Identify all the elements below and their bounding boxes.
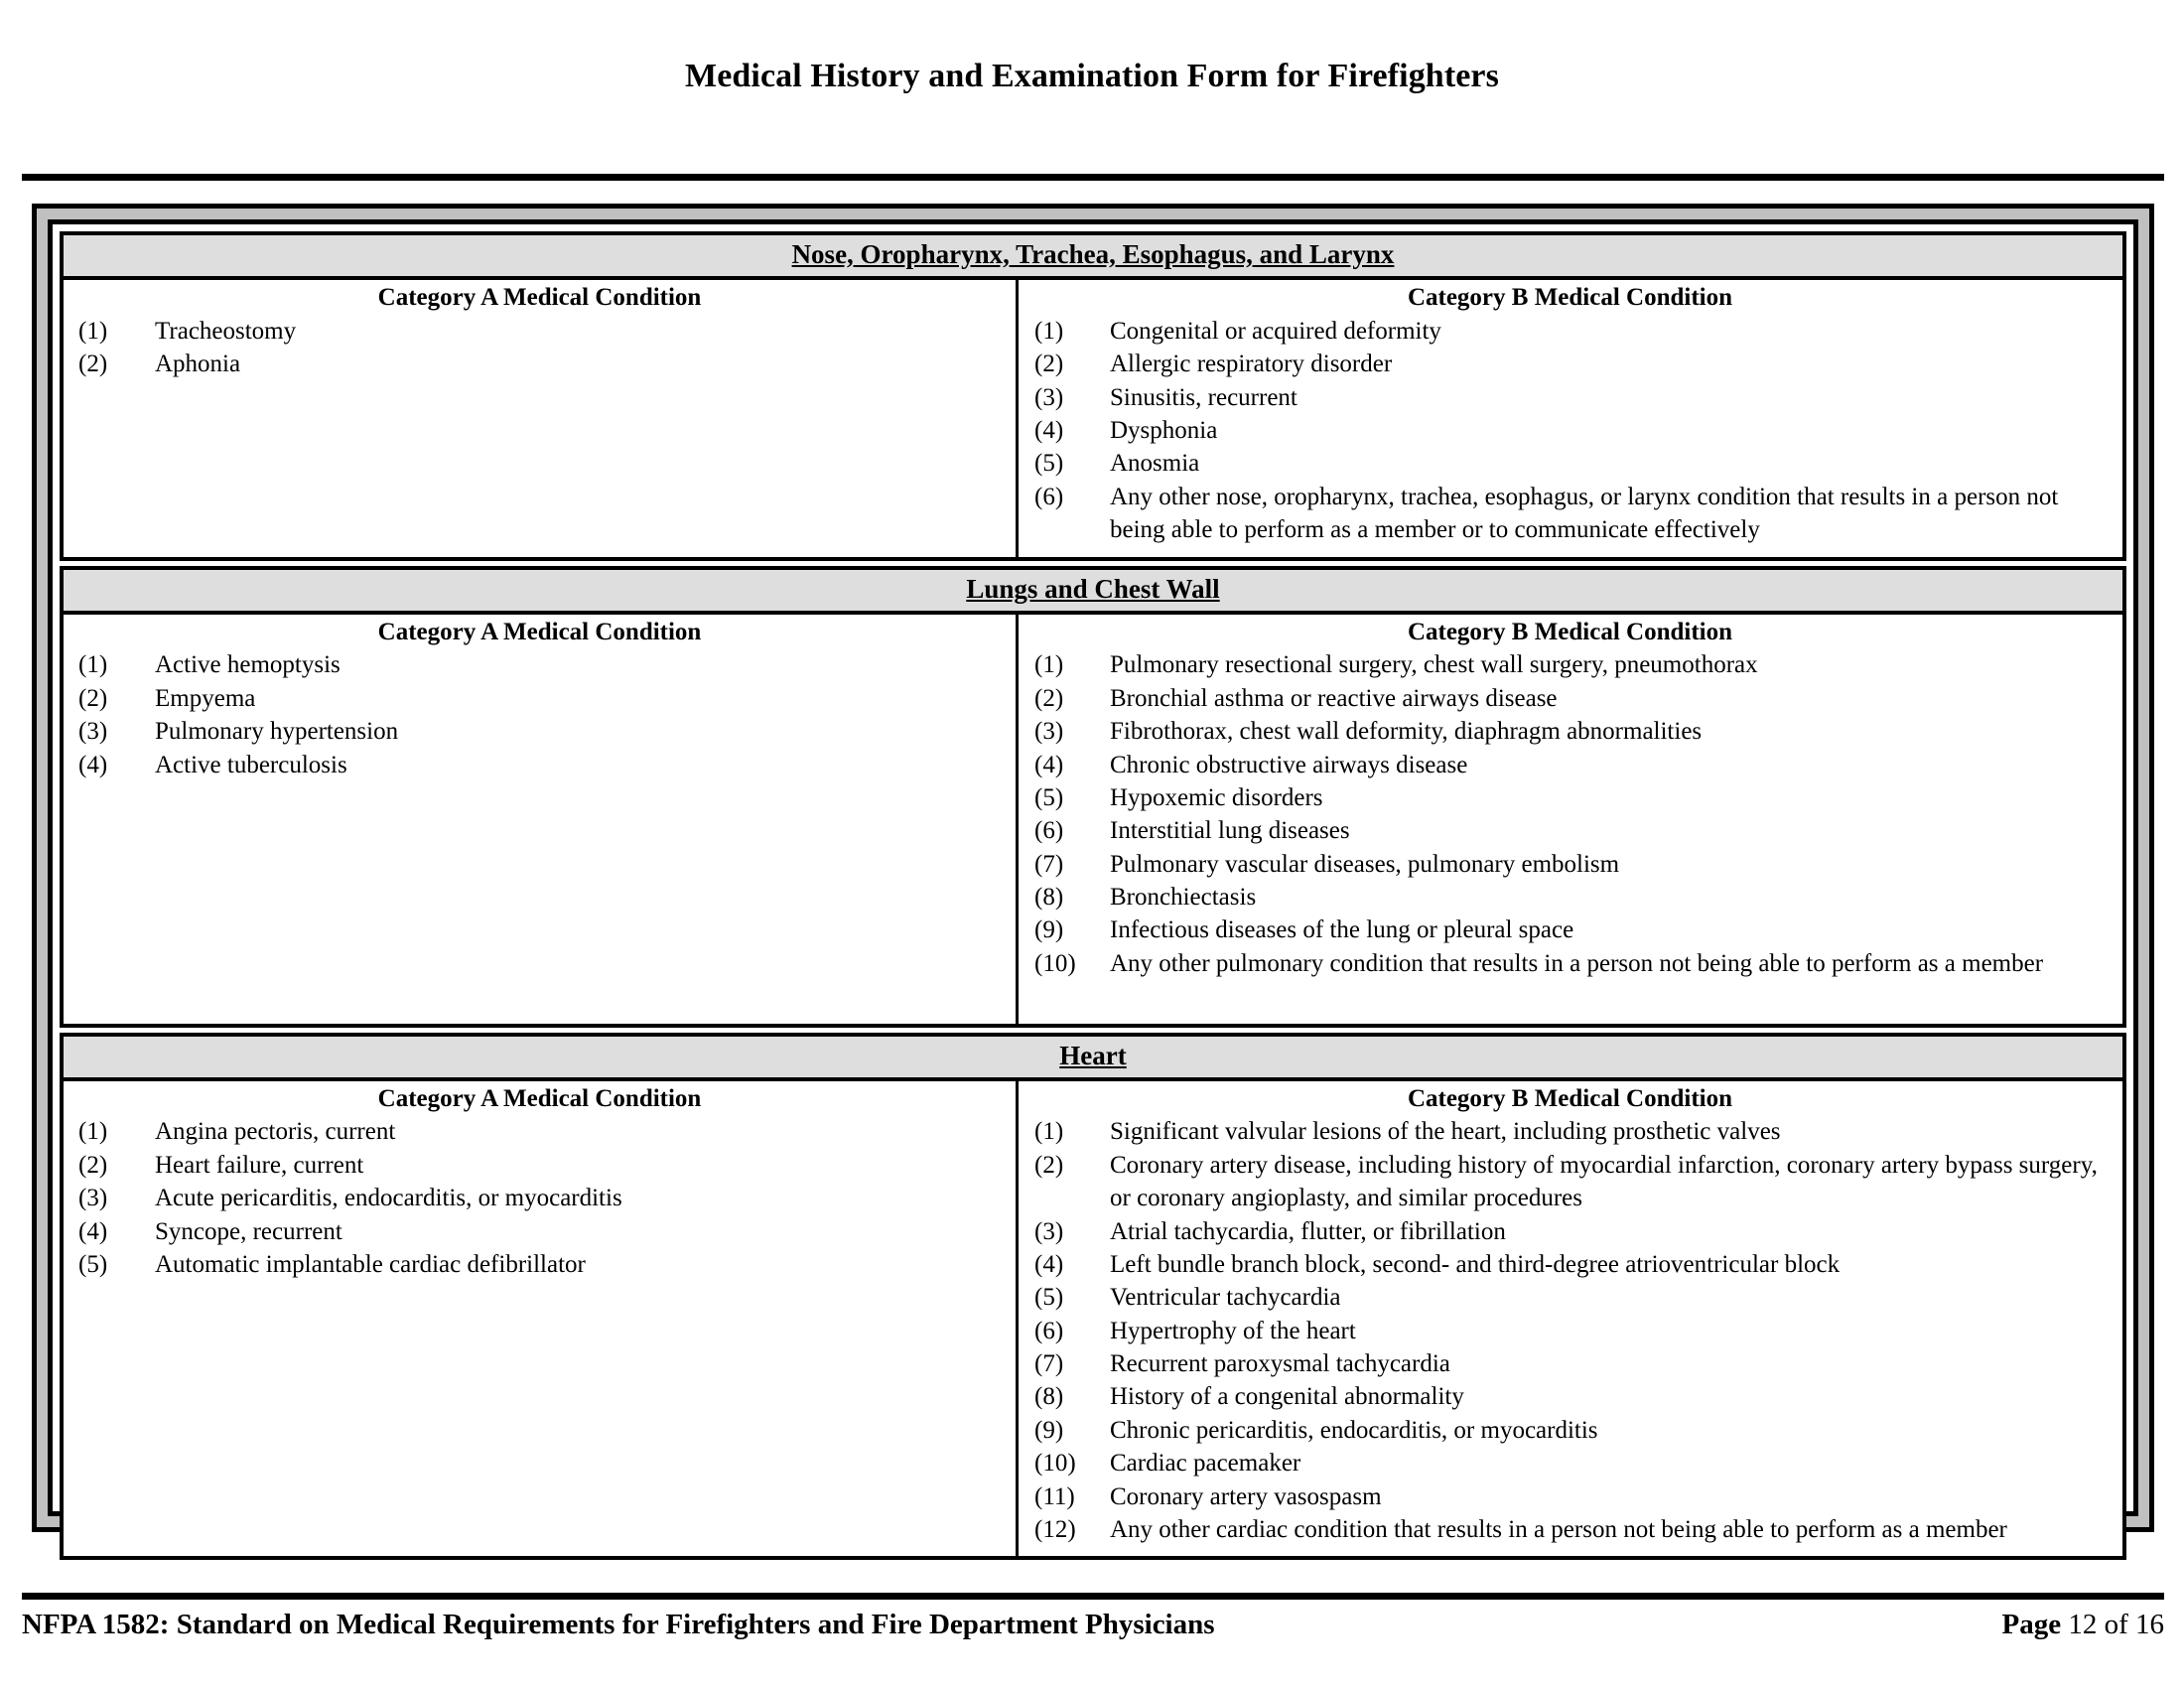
condition-item-text: Active hemoptysis [155, 651, 341, 679]
condition-list-item [1026, 481, 2114, 547]
condition-item-number: (2) [1034, 351, 1064, 378]
condition-list-item [1026, 1215, 2114, 1248]
condition-item-number: (4) [78, 1217, 108, 1245]
condition-item-text: Ventricular tachycardia [1110, 1284, 1341, 1312]
condition-item-text: Aphonia [155, 351, 241, 378]
condition-item-text: Allergic respiratory disorder [1110, 351, 1393, 378]
list-spacer-row [71, 1347, 1008, 1380]
condition-list-item [71, 648, 1008, 681]
page-footer [22, 1609, 2164, 1641]
category-a-condition-list [71, 315, 1008, 547]
section-body [64, 1081, 2122, 1557]
list-spacer-row [71, 1480, 1008, 1513]
condition-list-item [1026, 1414, 2114, 1447]
condition-list-item [1026, 447, 2114, 480]
category-a-column [64, 280, 1019, 556]
condition-item-text: Coronary artery disease, including history of myocardial infarction, coronary artery bypass surgery, or coronary angioplasty, and similar procedures [1110, 1151, 2098, 1212]
condition-list-item [71, 1115, 1008, 1148]
condition-item-text: Empyema [155, 684, 256, 712]
condition-list-item [1026, 648, 2114, 681]
condition-item-text: Pulmonary vascular diseases, pulmonary embolism [1110, 850, 1620, 878]
condition-item-text: Pulmonary hypertension [155, 718, 399, 746]
condition-item-text: Anosmia [1110, 450, 1200, 478]
condition-list-item [71, 682, 1008, 715]
list-spacer-row [71, 1447, 1008, 1479]
condition-list-item [1026, 348, 2114, 380]
list-spacer-row [71, 848, 1008, 881]
category-b-column [1019, 280, 2121, 556]
condition-list-item [1026, 682, 2114, 715]
condition-item-text: Acute pericarditis, endocarditis, or myocarditis [155, 1185, 622, 1212]
condition-list-item [1026, 848, 2114, 881]
category-b-condition-list [1026, 315, 2114, 547]
condition-item-text: Pulmonary resectional surgery, chest wall surgery, pneumothorax [1110, 651, 1758, 679]
condition-item-text: Cardiac pacemaker [1110, 1450, 1301, 1477]
condition-item-text: Interstitial lung diseases [1110, 817, 1350, 845]
condition-list-item [1026, 1447, 2114, 1479]
list-spacer-row [71, 1513, 1008, 1546]
condition-list-item [1026, 1513, 2114, 1546]
list-spacer-row [71, 381, 1008, 414]
category-a-condition-list [71, 648, 1008, 1013]
condition-item-text: Left bundle branch block, second- and third-degree atrioventricular block [1110, 1250, 1841, 1278]
condition-item-text: Automatic implantable cardiac defibrillator [155, 1250, 586, 1278]
condition-item-number: (1) [1034, 1118, 1064, 1146]
condition-item-number: (7) [1034, 1350, 1064, 1378]
condition-item-text: Hypertrophy of the heart [1110, 1317, 1356, 1344]
footer-standard-title: NFPA 1582: Standard on Medical Requirements for Firefighters and Fire Department Physicians [22, 1609, 1215, 1640]
condition-item-number: (3) [1034, 1217, 1064, 1245]
condition-item-number: (3) [1034, 383, 1064, 411]
condition-item-text: Syncope, recurrent [155, 1217, 342, 1245]
condition-item-number: (4) [1034, 417, 1064, 445]
condition-item-number: (3) [1034, 718, 1064, 746]
condition-item-number: (2) [1034, 684, 1064, 712]
condition-item-number: (2) [78, 684, 108, 712]
list-spacer-row [71, 513, 1008, 546]
condition-list-item [1026, 414, 2114, 447]
category-a-condition-list [71, 1115, 1008, 1546]
section-heading [64, 235, 2122, 280]
condition-item-number: (5) [1034, 1284, 1064, 1312]
condition-list-item [1026, 1315, 2114, 1347]
condition-item-number: (5) [1034, 450, 1064, 478]
condition-item-number: (3) [78, 1185, 108, 1212]
medical-conditions-table-stack [60, 231, 2126, 1565]
condition-item-text: Chronic pericarditis, endocarditis, or myocarditis [1110, 1416, 1598, 1444]
list-spacer-row [71, 1315, 1008, 1347]
footer-page-value: 12 of 16 [2068, 1609, 2164, 1640]
condition-item-text: Any other pulmonary condition that results in a person not being able to perform as a member [1110, 949, 2044, 977]
condition-item-number: (5) [78, 1250, 108, 1278]
condition-item-text: History of a congenital abnormality [1110, 1383, 1464, 1411]
footer-page-number [2001, 1609, 2164, 1641]
condition-item-number: (1) [78, 651, 108, 679]
condition-item-number: (2) [1034, 1151, 1064, 1179]
list-spacer-row [71, 914, 1008, 946]
condition-list-item [1026, 1281, 2114, 1314]
category-b-column-title: Category B Medical Condition [1407, 1084, 1733, 1112]
condition-item-text: Hypoxemic disorders [1110, 783, 1323, 811]
condition-item-number: (9) [1034, 1416, 1064, 1444]
list-spacer-row [71, 1281, 1008, 1314]
condition-item-text: Angina pectoris, current [155, 1118, 396, 1146]
condition-item-number: (4) [78, 751, 108, 778]
section-heading-text: Lungs and Chest Wall [966, 573, 1220, 604]
condition-list-item [1026, 1480, 2114, 1513]
category-b-condition-list [1026, 648, 2114, 980]
condition-list-item [71, 1215, 1008, 1248]
condition-item-number: (10) [1034, 1450, 1076, 1477]
condition-item-text: Active tuberculosis [155, 751, 347, 778]
list-spacer-row [71, 781, 1008, 814]
section-heading [64, 570, 2122, 615]
condition-item-text: Sinusitis, recurrent [1110, 383, 1297, 411]
condition-list-item [71, 1182, 1008, 1214]
condition-item-number: (5) [1034, 783, 1064, 811]
footer-divider-rule [22, 1593, 2164, 1600]
condition-item-number: (2) [78, 351, 108, 378]
condition-item-number: (6) [1034, 817, 1064, 845]
list-spacer-row [71, 414, 1008, 447]
condition-list-item [1026, 715, 2114, 748]
list-spacer-row [71, 881, 1008, 914]
condition-item-number: (1) [1034, 651, 1064, 679]
category-a-column-title: Category A Medical Condition [377, 284, 702, 312]
condition-item-text: Heart failure, current [155, 1151, 364, 1179]
condition-item-number: (12) [1034, 1515, 1076, 1543]
condition-list-item [1026, 1149, 2114, 1215]
section-body [64, 280, 2122, 556]
condition-item-text: Bronchiectasis [1110, 884, 1257, 912]
condition-list-item [1026, 914, 2114, 946]
section-heading [64, 1037, 2122, 1081]
category-a-column [64, 1081, 1019, 1557]
condition-list-item [71, 315, 1008, 348]
condition-section [60, 1033, 2126, 1561]
condition-item-number: (8) [1034, 1383, 1064, 1411]
section-body [64, 615, 2122, 1024]
condition-item-number: (1) [78, 1118, 108, 1146]
condition-item-number: (10) [1034, 949, 1076, 977]
category-b-column-title: Category B Medical Condition [1407, 618, 1733, 645]
condition-list-item [1026, 781, 2114, 814]
category-a-column-title: Category A Medical Condition [377, 618, 702, 645]
condition-item-number: (7) [1034, 850, 1064, 878]
section-heading-text: Heart [1059, 1040, 1127, 1070]
category-a-column [64, 615, 1019, 1024]
condition-item-text: Bronchial asthma or reactive airways disease [1110, 684, 1558, 712]
condition-list-item [1026, 881, 2114, 914]
condition-list-item [1026, 814, 2114, 847]
condition-item-number: (2) [78, 1151, 108, 1179]
condition-item-number: (3) [78, 718, 108, 746]
condition-item-text: Any other cardiac condition that results in a person not being able to perform as a member [1110, 1515, 2007, 1543]
condition-list-item [71, 715, 1008, 748]
list-spacer-row [71, 947, 1008, 980]
condition-item-number: (1) [78, 317, 108, 345]
condition-item-number: (8) [1034, 884, 1064, 912]
condition-item-text: Tracheostomy [155, 317, 297, 345]
list-spacer-row [71, 481, 1008, 513]
category-a-column-title: Category A Medical Condition [377, 1084, 702, 1112]
category-b-column [1019, 615, 2121, 1024]
condition-list-item [1026, 1380, 2114, 1413]
condition-item-text: Infectious diseases of the lung or pleural space [1110, 916, 1574, 944]
page-title: Medical History and Examination Form for Firefighters [685, 58, 1499, 94]
condition-item-text: Recurrent paroxysmal tachycardia [1110, 1350, 1450, 1378]
category-b-column [1019, 1081, 2121, 1557]
condition-item-text: Dysphonia [1110, 417, 1218, 445]
condition-item-text: Congenital or acquired deformity [1110, 317, 1441, 345]
category-b-condition-list [1026, 1115, 2114, 1546]
condition-list-item [1026, 381, 2114, 414]
condition-item-number: (4) [1034, 1250, 1064, 1278]
condition-item-number: (11) [1034, 1482, 1075, 1510]
condition-list-item [1026, 1115, 2114, 1148]
condition-item-number: (6) [1034, 483, 1064, 510]
condition-list-item [71, 749, 1008, 781]
condition-list-item [71, 1248, 1008, 1281]
condition-item-text: Chronic obstructive airways disease [1110, 751, 1468, 778]
condition-item-number: (1) [1034, 317, 1064, 345]
condition-list-item [1026, 749, 2114, 781]
condition-list-item [71, 348, 1008, 380]
condition-item-number: (4) [1034, 751, 1064, 778]
footer-page-label: Page [2001, 1609, 2062, 1640]
condition-list-item [71, 1149, 1008, 1182]
header-divider-rule [22, 174, 2164, 181]
condition-list-item [1026, 947, 2114, 980]
condition-list-item [1026, 1347, 2114, 1380]
list-spacer-row [71, 980, 1008, 1013]
condition-list-item [1026, 315, 2114, 348]
list-spacer-row [71, 1414, 1008, 1447]
condition-item-text: Any other nose, oropharynx, trachea, esophagus, or larynx condition that results in a person not being able to perform as a member or to communicate effectively [1110, 483, 2059, 544]
condition-list-item [1026, 1248, 2114, 1281]
condition-item-text: Coronary artery vasospasm [1110, 1482, 1382, 1510]
condition-section [60, 231, 2126, 561]
condition-item-text: Atrial tachycardia, flutter, or fibrillation [1110, 1217, 1506, 1245]
condition-item-text: Significant valvular lesions of the heart, including prosthetic valves [1110, 1118, 1781, 1146]
condition-item-number: (9) [1034, 916, 1064, 944]
list-spacer-row [71, 814, 1008, 847]
condition-section [60, 566, 2126, 1028]
list-spacer-row [71, 447, 1008, 480]
category-b-column-title: Category B Medical Condition [1407, 284, 1733, 312]
section-heading-text: Nose, Oropharynx, Trachea, Esophagus, and Larynx [791, 239, 1395, 269]
condition-item-number: (6) [1034, 1317, 1064, 1344]
list-spacer-row [71, 1380, 1008, 1413]
condition-item-text: Fibrothorax, chest wall deformity, diaphragm abnormalities [1110, 718, 1703, 746]
